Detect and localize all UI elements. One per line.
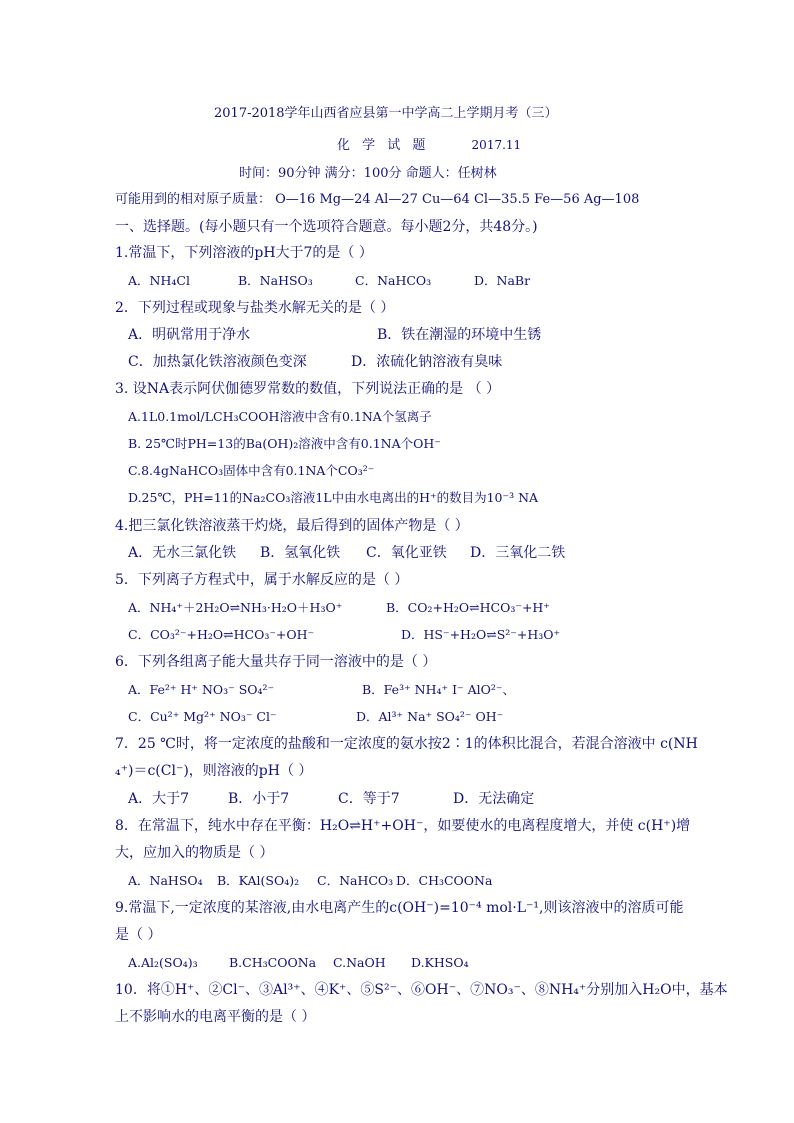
q3-option-c: C.8.4gNaHCO₃固体中含有0.1NA个CO₃²⁻ bbox=[128, 463, 375, 478]
question-8-stem: 8．在常温下，纯水中存在平衡：H₂O⇌H⁺+OH⁻，如要使水的电离程度增大，并使 c(H⁺)增 bbox=[115, 818, 691, 834]
q8-option-a: A．NaHSO₄ bbox=[128, 873, 203, 888]
q8-option-b: B．KAl(SO₄)₂ bbox=[217, 873, 300, 888]
atomic-masses: 可能用到的相对原子质量： O—16 Mg—24 Al—27 Cu—64 Cl—35.5 Fe—56 Ag—108 bbox=[115, 192, 640, 207]
exam-title: 2017-2018学年山西省应县第一中学高二上学期月考（三） bbox=[214, 106, 558, 121]
q6-option-d: D．Al³⁺ Na⁺ SO₄²⁻ OH⁻ bbox=[356, 709, 504, 724]
question-3-stem: 3. 设NA表示阿伏伽德罗常数的数值，下列说法正确的是 （ ） bbox=[115, 381, 501, 397]
q9-option-b: B.CH₃COONa bbox=[229, 955, 317, 970]
q9-option-d: D.KHSO₄ bbox=[411, 955, 469, 970]
q5-option-b: B．CO₂+H₂O⇌HCO₃⁻+H⁺ bbox=[386, 600, 550, 615]
q1-option-a: A．NH₄Cl bbox=[128, 273, 190, 288]
q3-option-a: A.1L0.1mol/LCH₃COOH溶液中含有0.1NA个氢离子 bbox=[128, 409, 432, 424]
q2-option-c: C．加热氯化铁溶液颜色变深 bbox=[128, 354, 307, 370]
question-5-stem: 5．下列离子方程式中，属于水解反应的是（ ） bbox=[115, 572, 409, 588]
q3-option-d: D.25℃，PH=11的Na₂CO₃溶液1L中由水电离出的H⁺的数目为10⁻³ NA bbox=[128, 490, 539, 505]
q2-option-a: A．明矾常用于净水 bbox=[128, 327, 251, 343]
q7-option-b: B．小于7 bbox=[228, 791, 290, 807]
question-4-stem: 4.把三氯化铁溶液蒸干灼烧，最后得到的固体产物是（ ） bbox=[115, 518, 469, 534]
question-10-stem-cont: 上不影响水的电离平衡的是（ ） bbox=[115, 1009, 316, 1025]
q9-option-c: C.NaOH bbox=[333, 955, 386, 970]
q8-option-c: C．NaHCO₃ bbox=[317, 873, 394, 888]
q5-option-c: C．CO₃²⁻+H₂O⇌HCO₃⁻+OH⁻ bbox=[128, 627, 315, 642]
question-2-stem: 2．下列过程或现象与盐类水解无关的是（ ） bbox=[115, 300, 395, 316]
q6-option-a: A．Fe²⁺ H⁺ NO₃⁻ SO₄²⁻ bbox=[128, 682, 275, 697]
exam-meta: 时间：90分钟 满分：100分 命题人：任树林 bbox=[239, 166, 497, 181]
q4-option-d: D．三氧化二铁 bbox=[470, 545, 566, 561]
q4-option-b: B．氢氧化铁 bbox=[260, 545, 341, 561]
q9-option-a: A.Al₂(SO₄)₃ bbox=[128, 955, 198, 970]
q3-option-b: B. 25℃时PH=13的Ba(OH)₂溶液中含有0.1NA个OH⁻ bbox=[128, 436, 441, 451]
q8-option-d: D．CH₃COONa bbox=[396, 873, 493, 888]
question-10-stem: 10．将①H⁺、②Cl⁻、③Al³⁺、④K⁺、⑤S²⁻、⑥OH⁻、⑦NO₃⁻、⑧NH₄⁺分别加入H₂O中，基本 bbox=[115, 982, 728, 998]
question-6-stem: 6．下列各组离子能大量共存于同一溶液中的是（ ） bbox=[115, 654, 437, 670]
q6-option-b: B．Fe³⁺ NH₄⁺ I⁻ AlO²⁻、 bbox=[362, 682, 515, 697]
q6-option-c: C．Cu²⁺ Mg²⁺ NO₃⁻ Cl⁻ bbox=[128, 709, 277, 724]
q1-option-d: D．NaBr bbox=[474, 273, 531, 288]
section-heading: 一、选择题。(每小题只有一个选项符合题意。每小题2分，共48分。) bbox=[115, 219, 538, 235]
q4-option-a: A．无水三氯化铁 bbox=[128, 545, 237, 561]
q7-option-d: D．无法确定 bbox=[453, 791, 535, 807]
subject-title bbox=[337, 135, 521, 156]
q5-option-d: D．HS⁻+H₂O⇌S²⁻+H₃O⁺ bbox=[401, 627, 561, 642]
question-7-stem-cont: ₄⁺)＝c(Cl⁻)，则溶液的pH（ ） bbox=[115, 763, 313, 779]
q2-option-b: B．铁在潮湿的环境中生锈 bbox=[377, 327, 542, 343]
question-8-stem-cont: 大，应加入的物质是（ ） bbox=[115, 845, 274, 861]
q1-option-b: B．NaHSO₃ bbox=[238, 273, 313, 288]
q4-option-c: C．氧化亚铁 bbox=[366, 545, 447, 561]
exam-date: 2017.11 bbox=[471, 138, 522, 152]
q7-option-a: A．大于7 bbox=[128, 791, 190, 807]
question-9-stem-cont: 是（ ） bbox=[115, 927, 162, 943]
q2-option-d: D．浓硫化钠溶液有臭味 bbox=[351, 354, 503, 370]
q5-option-a: A．NH₄⁺＋2H₂O⇌NH₃·H₂O＋H₃O⁺ bbox=[128, 600, 343, 615]
question-7-stem: 7．25 ℃时，将一定浓度的盐酸和一定浓度的氨水按2∶1的体积比混合，若混合溶液中 c(NH bbox=[115, 736, 698, 752]
question-9-stem: 9.常温下,一定浓度的某溶液,由水电离产生的c(OH⁻)=10⁻⁴ mol·L⁻¹,则该溶液中的溶质可能 bbox=[115, 900, 684, 916]
q7-option-c: C．等于7 bbox=[338, 791, 400, 807]
question-1-stem: 1.常温下，下列溶液的pH大于7的是（ ） bbox=[115, 245, 373, 261]
subject-name: 化 学 试 题 bbox=[337, 138, 430, 153]
q1-option-c: C．NaHCO₃ bbox=[355, 273, 432, 288]
